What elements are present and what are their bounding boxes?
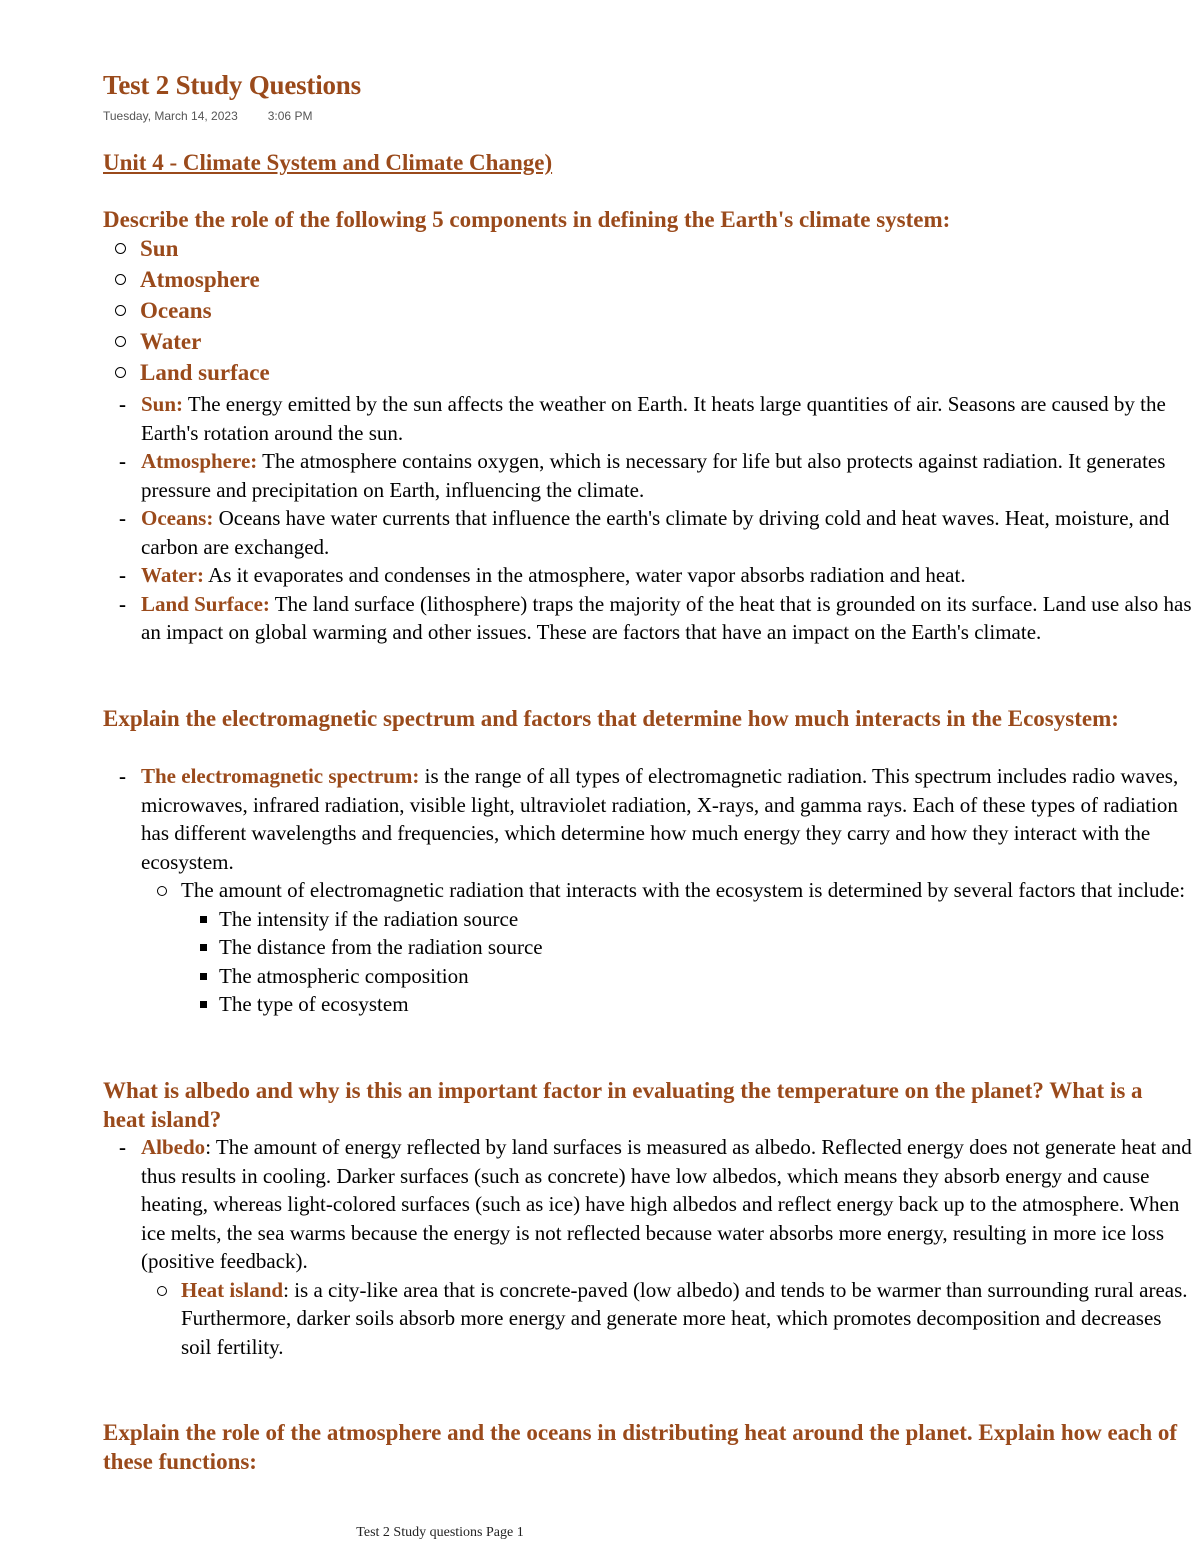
circle-bullet-icon <box>157 1286 167 1296</box>
circle-bullet-icon <box>115 274 126 285</box>
square-bullet-icon <box>200 916 207 923</box>
list-item: Oceans <box>115 295 270 326</box>
page-datetime <box>103 109 312 123</box>
sub-list <box>141 876 1192 1019</box>
answers-list <box>117 390 1192 647</box>
question-3: What is albedo and why is this an important factor in evaluating the temperature on the planet? What is a heat island? <box>103 1078 1143 1132</box>
answer-atmosphere: - Atmosphere: The atmosphere contains oxygen, which is necessary for life but also protects against radiation. It generates pressure and precipitation on Earth, influencing the climate. <box>117 447 1192 504</box>
answer-albedo: - Albedo: The amount of energy reflected by land surfaces is measured as albedo. Reflected energy does not generate heat and thus results in cooling. Darker surfaces (such as concrete) have low albedos, which means they absorb energy and cause heating, whereas light-colored surfaces (such as ice) have high albedos and reflect energy back up to the atmosphere. When ice melts, the sea warms because the energy is not reflected because water absorbs more energy, resulting in more ice loss (positive feedback). Heat island: is a city-like area that is concrete-paved (low albedo) and tends to be warmer than surrounding rural areas. Furthermore, darker soils absorb more energy and generate more heat, which promotes decomposition and decreases soil fertility. <box>117 1133 1192 1361</box>
list-item: Heat island: is a city-like area that is concrete-paved (low albedo) and tends to be warmer than surrounding rural areas. Furthermore, darker soils absorb more energy and generate more heat, which promotes decomposition and decreases soil fertility. <box>141 1276 1192 1362</box>
question-4: Explain the role of the atmosphere and the oceans in distributing heat around the planet. Explain how each of these functions: <box>103 1420 1178 1474</box>
page-footer: Test 2 Study questions Page 1 <box>356 1525 524 1540</box>
square-bullet-icon <box>200 1001 207 1008</box>
answer-sun: - Sun: The energy emitted by the sun affects the weather on Earth. It heats large quantities of air. Seasons are caused by the Earth's rotation around the sun. <box>117 390 1192 447</box>
page-title: Test 2 Study Questions <box>103 70 361 100</box>
list-item: Water <box>115 326 270 357</box>
circle-bullet-icon <box>157 886 167 896</box>
circle-bullet-icon <box>115 243 126 254</box>
page-time: 3:06 PM <box>267 109 313 123</box>
answer-water: - Water: As it evaporates and condenses in the atmosphere, water vapor absorbs radiation and heat. <box>117 561 1192 590</box>
answer-oceans: - Oceans: Oceans have water currents that influence the earth's climate by driving cold and heat waves. Heat, moisture, and carbon are exchanged. <box>117 504 1192 561</box>
em-spectrum-list <box>117 762 1192 1019</box>
unit-heading: Unit 4 - Climate System and Climate Change) <box>103 150 553 175</box>
list-item: The amount of electromagnetic radiation that interacts with the ecosystem is determined by several factors that include: The intensity if the radiation source The distance from the radiation source The atmospheric composition The type of ecosystem <box>141 876 1192 1019</box>
factors-list <box>181 905 1192 1019</box>
question-1: Describe the role of the following 5 components in defining the Earth's climate system: <box>103 207 951 232</box>
question-2: Explain the electromagnetic spectrum and factors that determine how much interacts in the Ecosystem: <box>103 706 1119 731</box>
albedo-list <box>117 1133 1192 1361</box>
components-list <box>115 233 270 388</box>
list-item: The atmospheric composition <box>181 962 1192 991</box>
square-bullet-icon <box>200 944 207 951</box>
list-item: The intensity if the radiation source <box>181 905 1192 934</box>
list-item: The type of ecosystem <box>181 990 1192 1019</box>
circle-bullet-icon <box>115 367 126 378</box>
circle-bullet-icon <box>115 336 126 347</box>
answer-em-spectrum: - The electromagnetic spectrum: is the range of all types of electromagnetic radiation. This spectrum includes radio waves, microwaves, infrared radiation, visible light, ultraviolet radiation, X-rays, and gamma rays. Each of these types of radiation has different wavelengths and frequencies, which determine how much energy they carry and how they interact with the ecosystem. The amount of electromagnetic radiation that interacts with the ecosystem is determined by several factors that include: The intensity if the radiation source The distance from the radiation source The atmospheric composition The type of ecosystem <box>117 762 1192 1019</box>
answer-land-surface: - Land Surface: The land surface (lithosphere) traps the majority of the heat that is grounded on its surface. Land use also has an impact on global warming and other issues. These are factors that have an impact on the Earth's climate. <box>117 590 1192 647</box>
list-item: Land surface <box>115 357 270 388</box>
page-date: Tuesday, March 14, 2023 <box>103 109 238 123</box>
square-bullet-icon <box>200 973 207 980</box>
circle-bullet-icon <box>115 305 126 316</box>
list-item: The distance from the radiation source <box>181 933 1192 962</box>
list-item: Atmosphere <box>115 264 270 295</box>
list-item: Sun <box>115 233 270 264</box>
sub-list <box>141 1276 1192 1362</box>
